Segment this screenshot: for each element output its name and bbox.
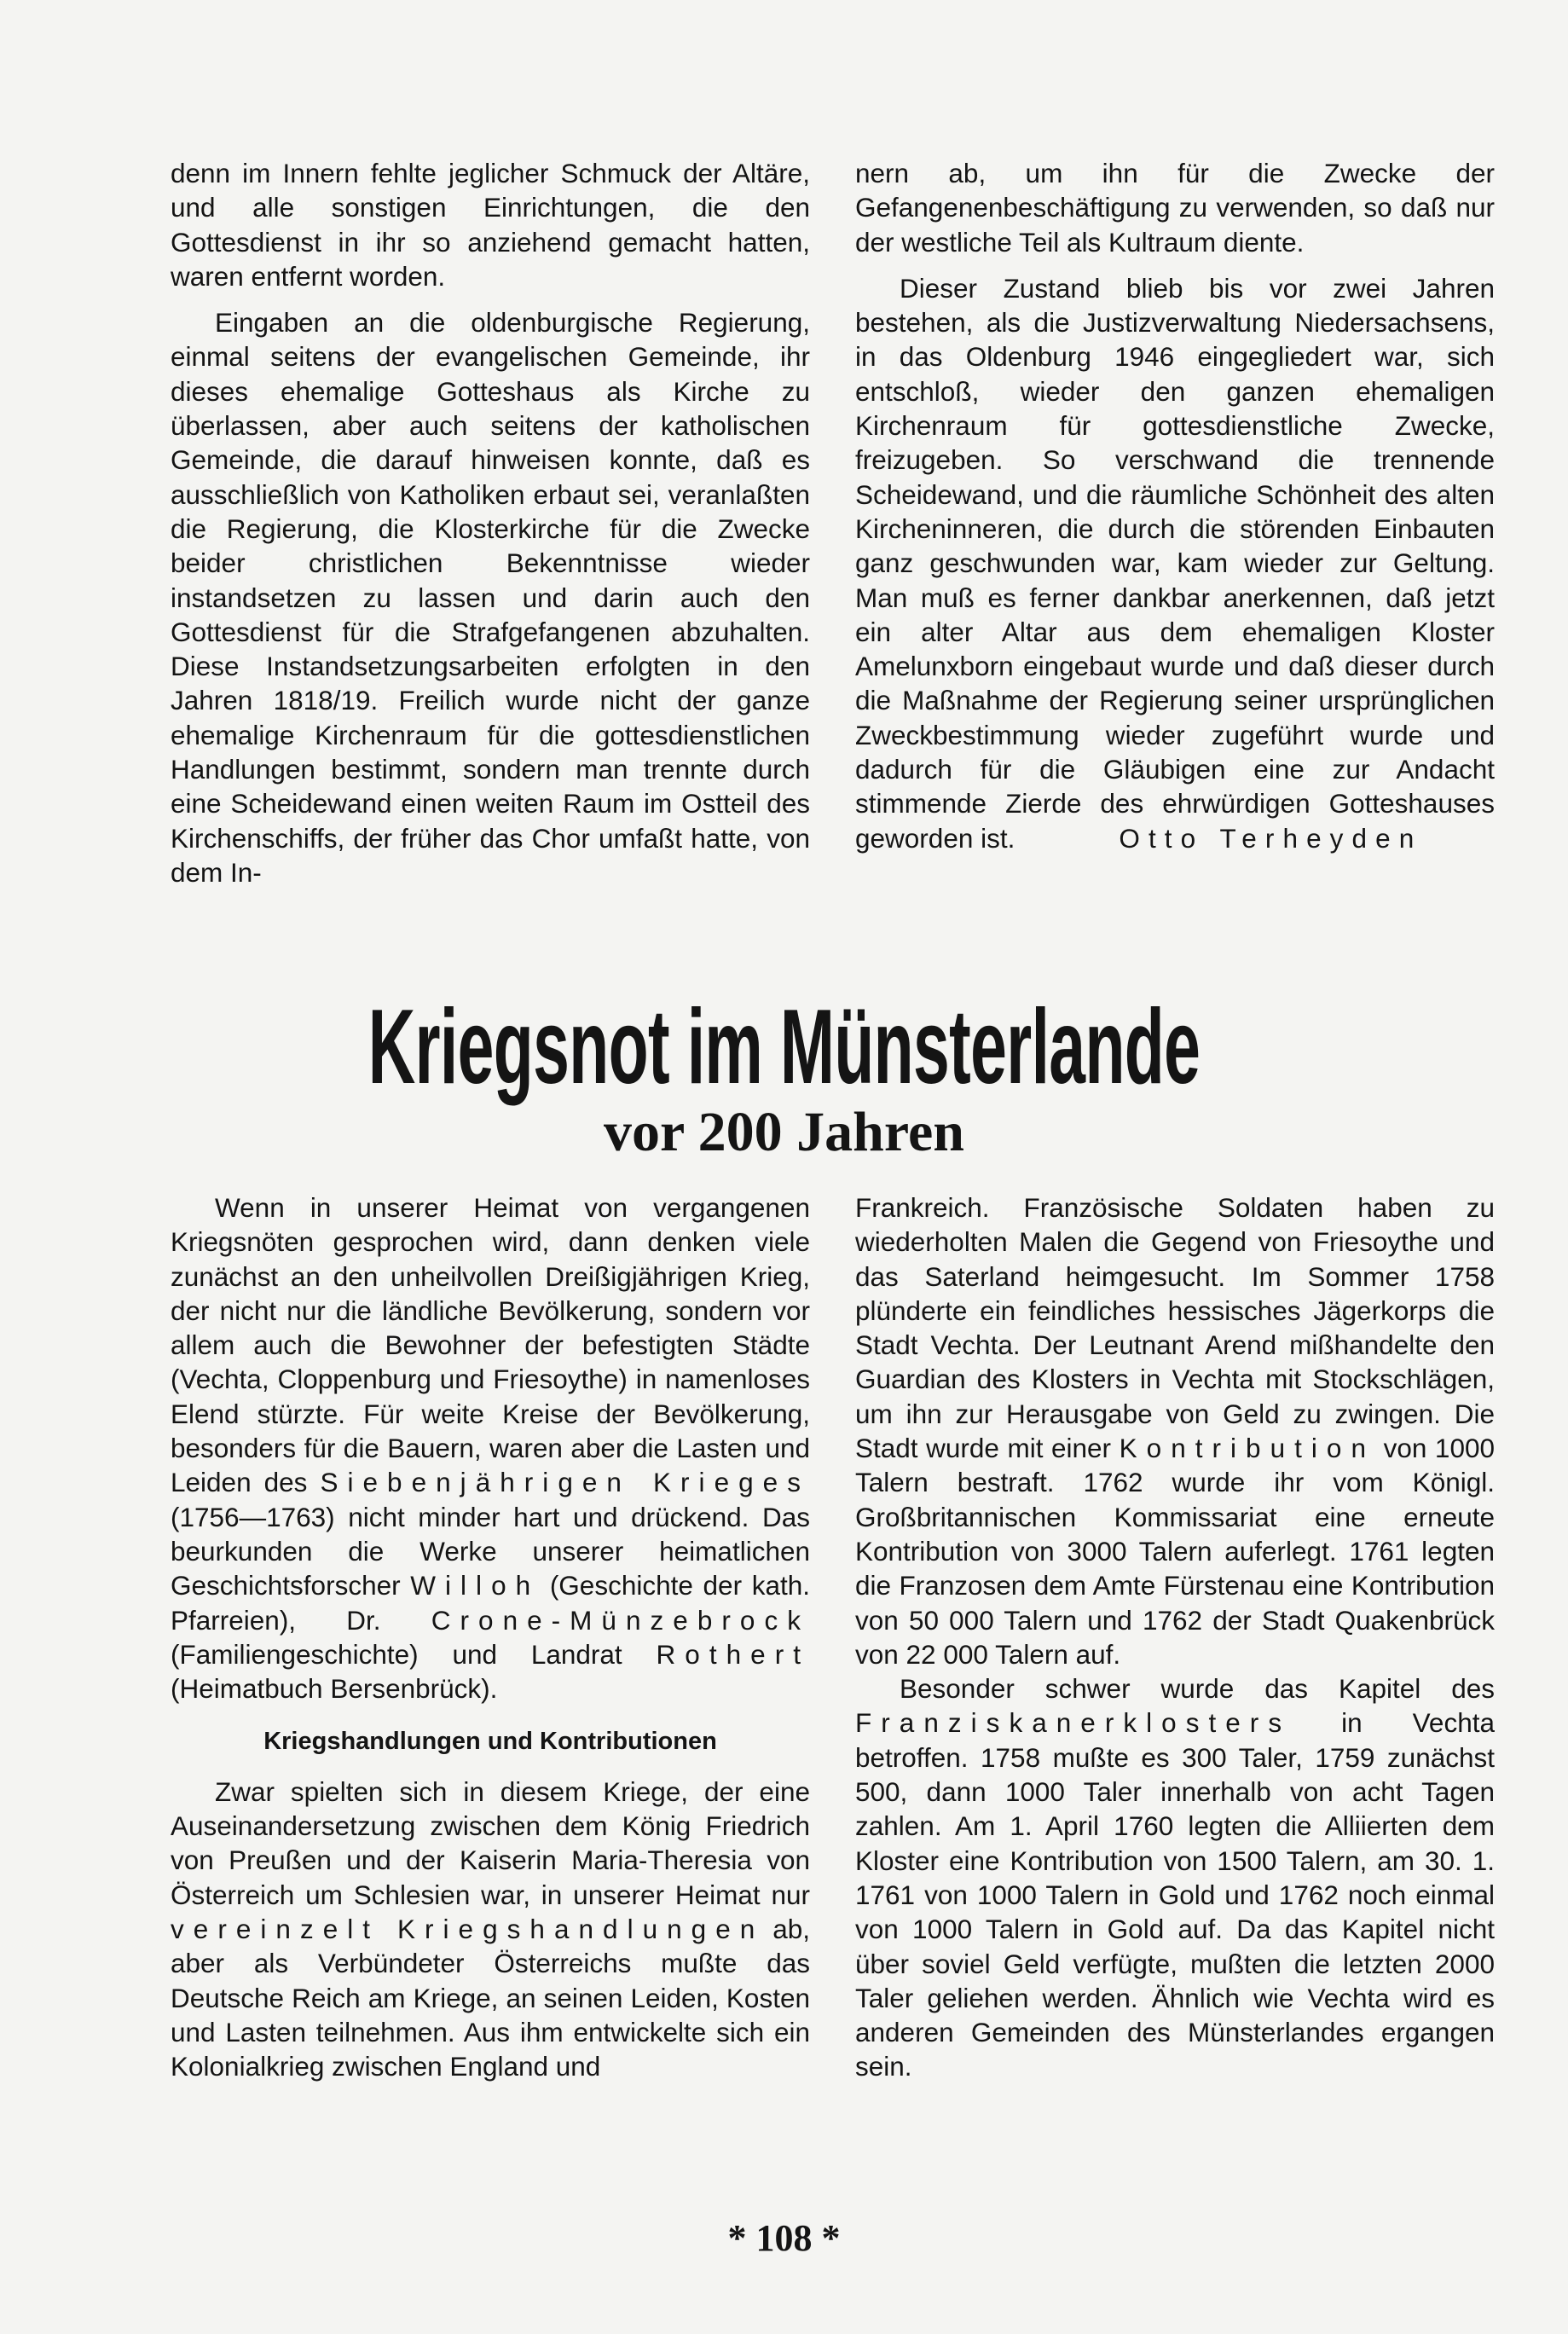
spaced-emphasis: Franziskanerklosters — [855, 1707, 1292, 1739]
text-run: Zwar spielten sich in diesem Kriege, der eine Auseinandersetzung zwischen dem König Friedrich von Preußen und der Kaiserin Maria-Theresia von Österreich um Schlesien war, in unserer Heimat nur — [171, 1775, 810, 1910]
text-run: (Heimatbuch Bersenbrück). — [171, 1673, 498, 1705]
text-run: ab, aber als Verbündeter Österreichs mußte das Deutsche Reich am Kriege, an seinen Leiden, Kosten und Lasten teilnehmen. Aus ihm entwickelte sich ein Kolonialkrieg zwischen England und — [171, 1913, 810, 2082]
paragraph: Eingaben an die oldenburgische Regierung, einmal seitens der evangelischen Gemeinde, ihr dieses ehemalige Gotteshaus als Kirche zu überlassen, aber auch seitens der katholischen Gemeinde, die darauf hinweisen konnte, daß es ausschließlich von Katholiken erbaut sei, veranlaßten die Regierung, die Klosterkirche für die Zwecke beider christlichen Bekenntnisse wieder instandsetzen zu lassen und darin auch den Gottesdienst für die Strafgefangenen abzuhalten. Diese Instandsetzungsarbeiten erfolgten in den Jahren 1818/19. Freilich wurde nicht der ganze ehemalige Kirchenraum für die gottesdienstlichen Handlungen bestimmt, sondern man trennte durch eine Scheidewand einen weiten Raum im Ostteil des Kirchenschiffs, der früher das Chor umfaßt hatte, von dem In- — [171, 307, 810, 888]
text-run: von 1000 Talern bestraft. 1762 wurde ihr vom Königl. Großbritannischen Kommissariat eine erneute Kontribution von 3000 Talern auferlegt. 1761 legten die Franzosen dem Amte Fürstenau eine Kontribution von 50 000 Talern und 1762 der Stadt Quakenbrück von 22 000 Talern auf. — [855, 1433, 1496, 1670]
paragraph — [855, 1190, 1495, 1671]
text-run: Besonder schwer wurde das Kapitel des — [900, 1673, 1495, 1705]
spaced-emphasis: Willoh — [410, 1570, 541, 1601]
paragraph-text: Dieser Zustand blieb bis vor zwei Jahren bestehen, als die Justizverwaltung Niedersachsens, in das Oldenburg 1946 eingegliedert war, sich entschloß, wieder den ganzen ehemaligen Kirchenraum für gottesdienstliche Zwecke, freizugeben. So verschwand die trennende Scheidewand, und die räumliche Schönheit des alten Kircheninneren, die durch die störenden Einbauten ganz geschwunden war, kam wieder zur Geltung. Man muß es ferner dankbar anerkennen, daß jetzt ein alter Altar aus dem ehemaligen Kloster Amelunxborn eingebaut wurde und daß dieser durch die Maßnahme der Regierung seiner ursprünglichen Zweckbestimmung wieder zugeführt wurde und dadurch für die Gläubigen eine zur Andacht stimmende Zierde des ehrwürdigen Gotteshauses geworden ist. — [855, 272, 1495, 854]
paragraph — [171, 1775, 810, 2084]
text-run: Wenn in unserer Heimat von vergangenen Kriegsnöten gesprochen wird, dann denken viele zunächst an den unheilvollen Dreißigjährigen Krieg, der nicht nur die ländliche Bevölkerung, sondern vor allem auch die Bewohner der befestigten Städte (Vechta, Cloppenburg und Friesoythe) in namenloses Elend stürzte. Für weite Kreise der Bevölkerung, besonders für die Bauern, waren aber die Lasten und Leiden des — [171, 1192, 810, 1498]
author-signature: Otto Terheyden — [1119, 822, 1423, 854]
paragraph — [855, 1671, 1495, 2084]
spaced-emphasis: vereinzelt Kriegshandlungen — [171, 1913, 765, 1944]
bottom-right-column — [855, 1190, 1495, 2084]
spaced-emphasis: Kontribution — [1119, 1433, 1376, 1464]
bottom-left-column — [171, 1190, 810, 2083]
text-run: (Familiengeschichte) und Landrat — [171, 1638, 657, 1670]
text-run: in Vechta betroffen. 1758 mußte es 300 Taler, 1759 zunächst 500, dann 1000 Taler innerhalb von acht Tagen zahlen. Am 1. April 1760 legten die Alliierten dem Kloster eine Kontribution von 1500 Talern, am 30. 1. 1761 von 1000 Talern in Gold und 1762 noch einmal von 1000 Talern in Gold auf. Da das Kapitel nicht über soviel Geld verfügte, mußten die letzten 2000 Taler geliehen werden. Ähnlich wie Vechta wird es anderen Gemeinden des Münsterlandes ergangen sein. — [855, 1707, 1495, 2082]
article-subtitle: vor 200 Jahren — [604, 1101, 964, 1163]
spaced-emphasis: Crone-Münzebrock — [431, 1604, 810, 1636]
article-title: Kriegsnot im Münsterlande — [367, 988, 1201, 1106]
paragraph — [855, 271, 1495, 855]
text-run: (1756—1763) nicht minder hart und drückend. Das beurkunden die Werke unserer heimatlichen Geschichtsforscher — [171, 1501, 810, 1601]
paragraph: denn im Innern fehlte jeglicher Schmuck der Altäre, und alle sonstigen Einrichtungen, die den Gottesdienst in ihr so anziehend gemacht hatten, waren entfernt worden. — [171, 158, 810, 292]
spaced-emphasis: Rothert — [656, 1638, 810, 1670]
text-run: Frankreich. Französische Soldaten haben zu wiederholten Malen die Gegend von Friesoythe und das Saterland heimgesucht. Im Sommer 1758 plünderte ein feindliches hessisches Jägerkorps die Stadt Vechta. Der Leutnant Arend mißhandelte den Guardian des Klosters in Vechta mit Stockschlägen, um ihn zur Herausgabe von Geld zu zwingen. Die Stadt wurde mit einer — [855, 1192, 1495, 1464]
spaced-emphasis: Siebenjährigen Krieges — [320, 1467, 810, 1498]
top-left-column — [171, 156, 810, 889]
top-right-column — [855, 156, 1495, 855]
text-run: (Geschichte der kath. Pfarreien), Dr. — [171, 1570, 810, 1636]
page-number: * 108 * — [727, 2217, 841, 2259]
section-heading: Kriegshandlungen und Kontributionen — [263, 1728, 717, 1756]
paragraph: nern ab, um ihn für die Zwecke der Gefangenenbeschäftigung zu verwenden, so daß nur der westliche Teil als Kultraum diente. — [855, 158, 1495, 258]
paragraph — [171, 1190, 810, 1706]
